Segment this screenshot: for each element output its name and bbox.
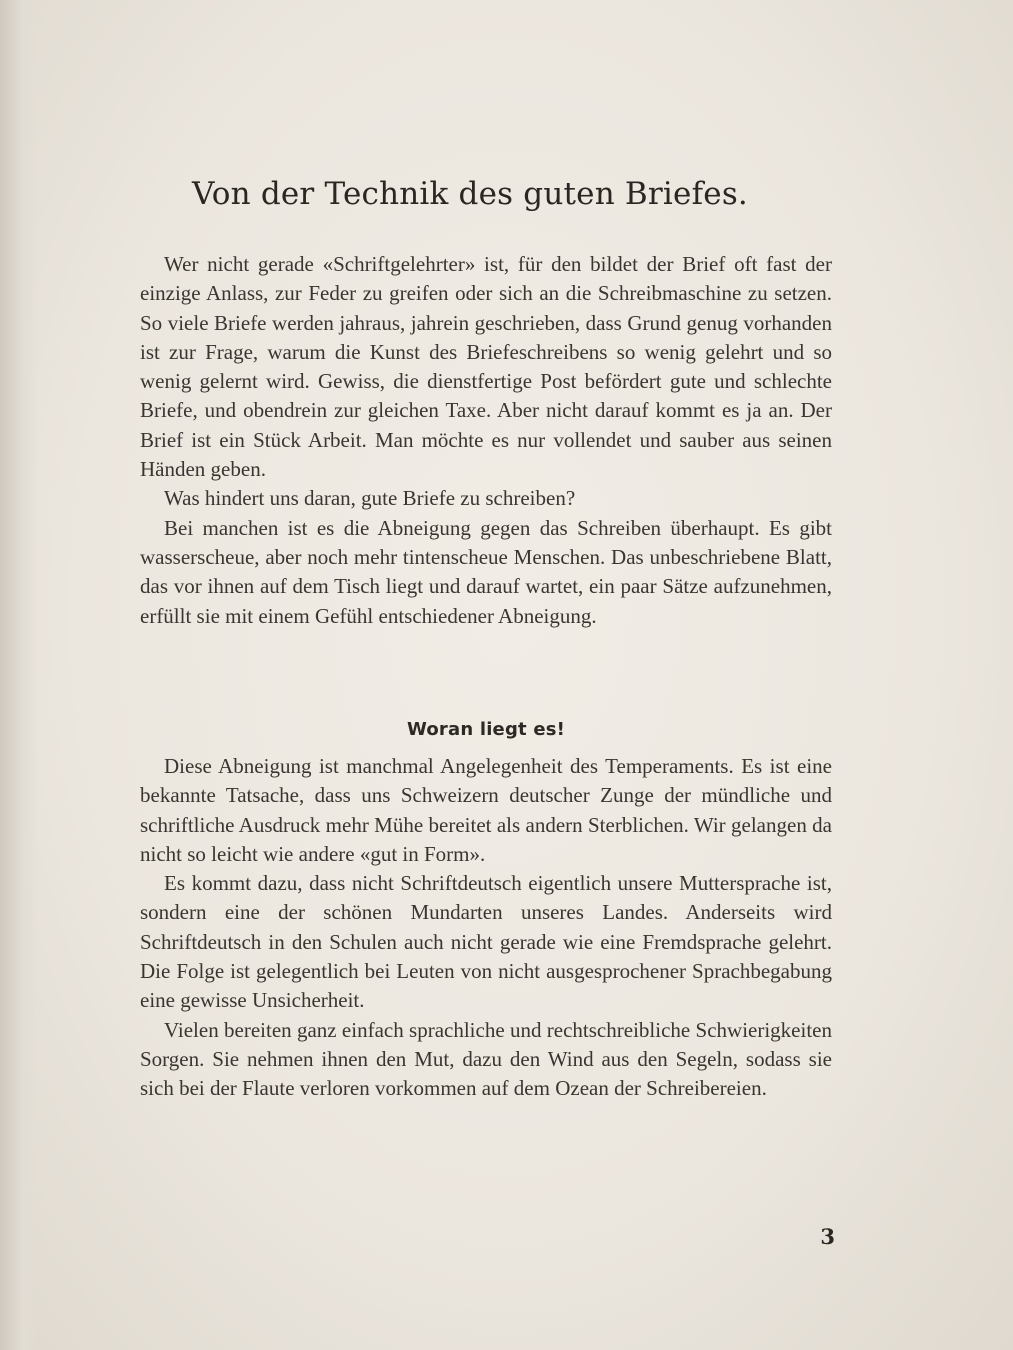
section-intro (140, 250, 832, 631)
paragraph: Wer nicht gerade «Schriftgelehrter» ist, für den bildet der Brief oft fast der einzige Anlass, zur Feder zu greifen oder sich an die Schreibmaschine zu setzen. So viele Briefe werden jahraus, jahrein geschrieben, dass Grund genug vorhanden ist zur Frage, warum die Kunst des Briefeschreibens so wenig gelehrt und so wenig gelernt wird. Gewiss, die dienstfertige Post befördert gute und schlechte Briefe, und obendrein zur gleichen Taxe. Aber nicht darauf kommt es ja an. Der Brief ist ein Stück Arbeit. Man möchte es nur vollendet und sauber aus seinen Händen geben. (140, 252, 832, 482)
paragraph: Es kommt dazu, dass nicht Schriftdeutsch eigentlich unsere Muttersprache ist, sondern eine der schönen Mundarten unseres Landes. Anderseits wird Schriftdeutsch in den Schulen auch nicht gerade wie eine Fremdsprache gelehrt. Die Folge ist gelegentlich bei Leuten von nicht ausgesprochener Sprachbegabung eine gewisse Unsicherheit. (140, 871, 832, 1013)
gutter-shadow (0, 0, 38, 1350)
paragraph: Bei manchen ist es die Abneigung gegen das Schreiben überhaupt. Es gibt wasserscheue, aber noch mehr tintenscheue Menschen. Das unbeschriebene Blatt, das vor ihnen auf dem Tisch liegt und darauf wartet, ein paar Sätze aufzunehmen, erfüllt sie mit einem Gefühl entschiedener Abneigung. (140, 515, 832, 628)
section-heading: Woran liegt es! (406, 719, 566, 740)
paragraph: Was hindert uns daran, gute Briefe zu schreiben? (164, 486, 576, 511)
page-number: 3 (820, 1224, 835, 1249)
page-title: Von der Technik des guten Briefes. (192, 176, 748, 212)
paragraph: Diese Abneigung ist manchmal Angelegenheit des Temperaments. Es ist eine bekannte Tatsache, dass uns Schweizern deutscher Zunge der mündliche und schriftliche Ausdruck mehr Mühe bereitet als andern Sterblichen. Wir gelangen da nicht so leicht wie andere «gut in Form». (140, 754, 832, 866)
section-woran-liegt-es (140, 752, 832, 1104)
paragraph: Vielen bereiten ganz einfach sprachliche und rechtschreibliche Schwierigkeiten Sorgen. Sie nehmen ihnen den Mut, dazu den Wind aus den Segeln, sodass sie sich bei der Flaute verloren vorkommen auf dem Ozean der Schreibereien. (140, 1017, 832, 1101)
